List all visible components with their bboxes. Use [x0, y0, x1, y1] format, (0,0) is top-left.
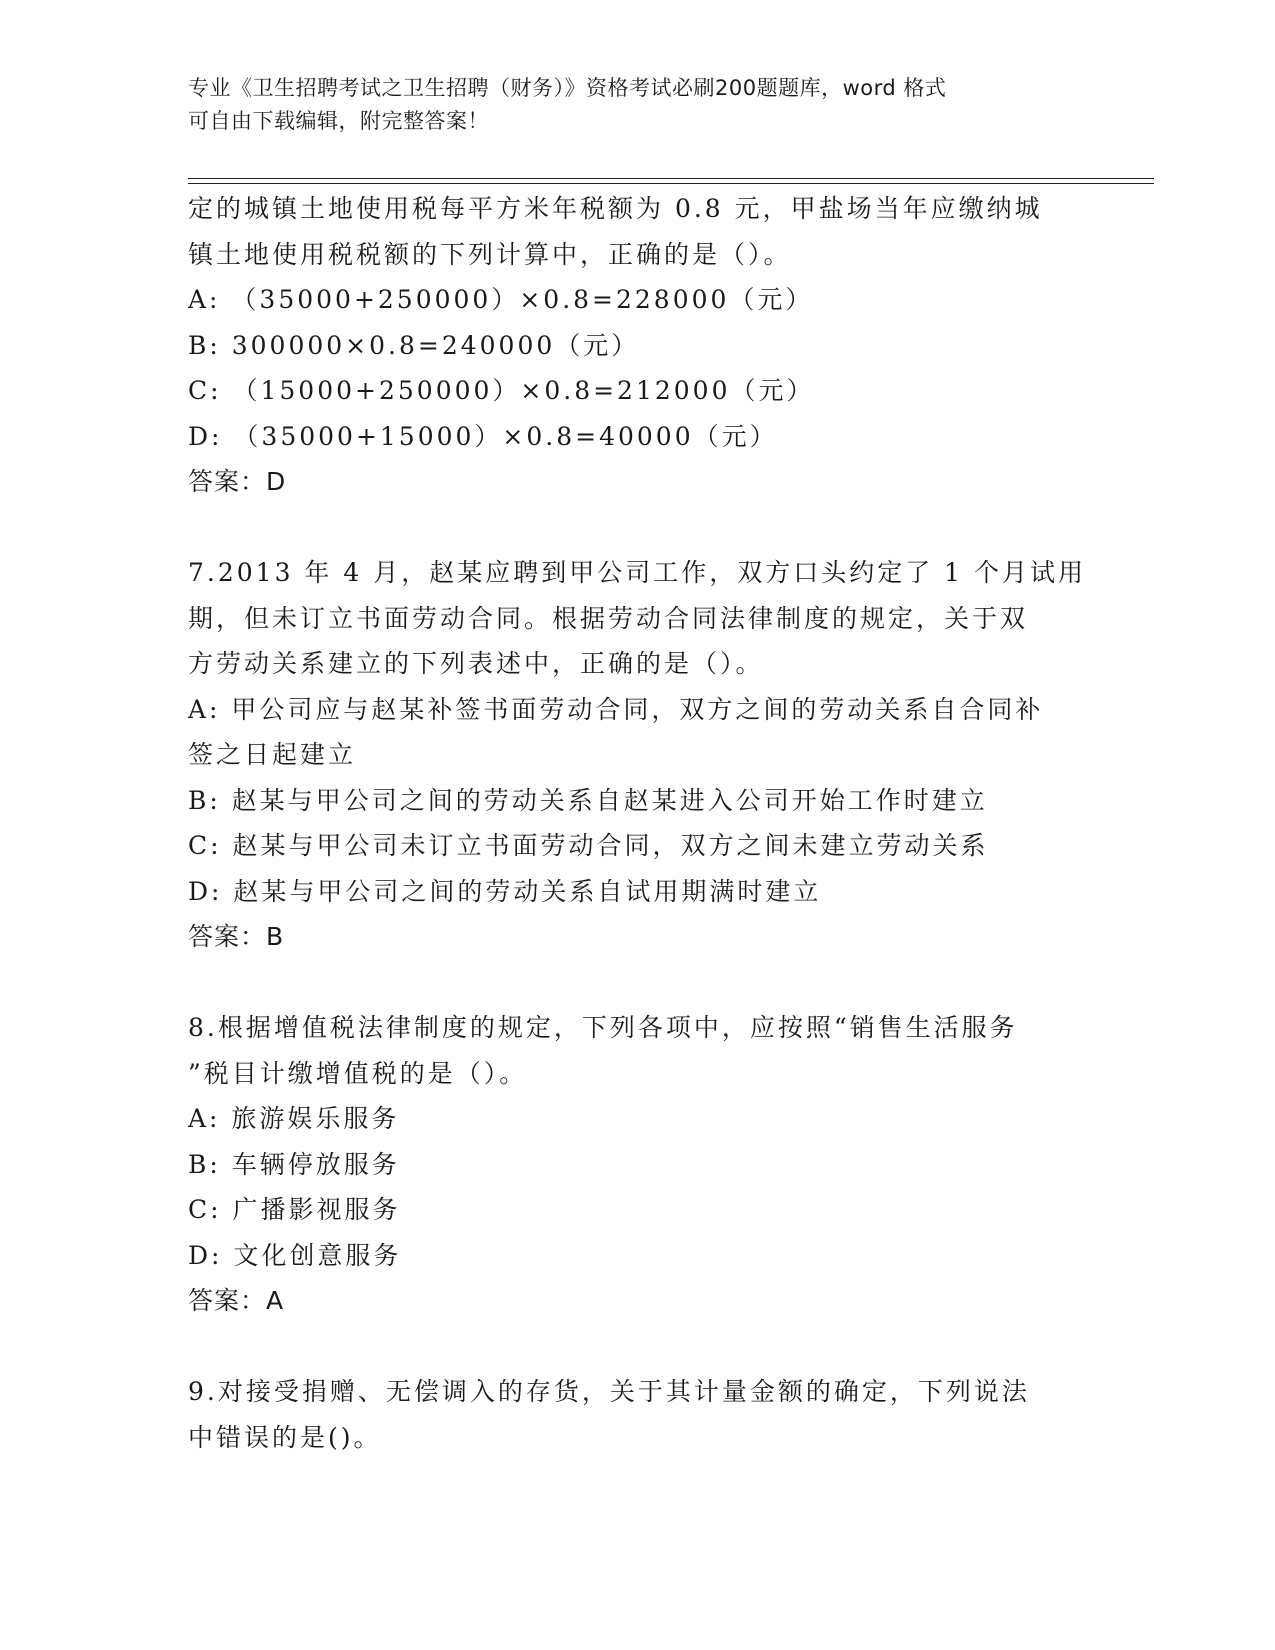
question-7-option-b: B: 赵某与甲公司之间的劳动关系自赵某进入公司开始工作时建立 — [188, 785, 988, 815]
document-header — [188, 72, 1088, 138]
question-8-answer: 答案：A — [188, 1286, 285, 1315]
header-rule-top — [188, 178, 1154, 179]
question-8-option-a: A: 旅游娱乐服务 — [188, 1104, 400, 1133]
question-6-option-d: D: （35000+15000）×0.8=40000（元） — [188, 421, 778, 451]
question-7-stem-line-1: 7.2013 年 4 月，赵某应聘到甲公司工作，双方口头约定了 1 个月试用 — [188, 558, 1087, 587]
question-6 — [188, 186, 1088, 505]
question-7-option-c: C: 赵某与甲公司未订立书面劳动合同，双方之间未建立劳动关系 — [188, 831, 989, 860]
header-rule-bottom — [188, 183, 1154, 184]
question-6-option-c: C: （15000+250000）×0.8=212000（元） — [188, 376, 815, 405]
question-7-stem-line-2: 期，但未订立书面劳动合同。根据劳动合同法律制度的规定，关于双 — [188, 603, 1029, 633]
question-8-option-d: D: 文化创意服务 — [188, 1240, 402, 1270]
question-6-option-b: B: 300000×0.8=240000（元） — [188, 330, 640, 360]
question-8-option-c: C: 广播影视服务 — [188, 1195, 401, 1224]
header-line-1: 专业《卫生招聘考试之卫生招聘（财务）》资格考试必刷200题题库，word 格式 — [188, 76, 947, 100]
question-content — [188, 186, 1088, 1460]
question-7-option-a-line-1: A: 甲公司应与赵某补签书面劳动合同，双方之间的劳动关系自合同补 — [188, 694, 1044, 724]
question-8 — [188, 1005, 1088, 1324]
question-7 — [188, 550, 1088, 960]
question-7-stem-line-3: 方劳动关系建立的下列表述中，正确的是（）。 — [188, 649, 764, 678]
question-9-stem-line-1: 9.对接受捐赠、无偿调入的存货，关于其计量金额的确定，下列说法 — [188, 1377, 1030, 1406]
question-6-stem-line-2: 镇土地使用税税额的下列计算中，正确的是（）。 — [188, 239, 792, 269]
question-9-stem-line-2: 中错误的是()。 — [188, 1422, 382, 1452]
question-6-option-a: A: （35000+250000）×0.8=228000（元） — [188, 285, 814, 314]
header-line-2: 可自由下载编辑，附完整答案！ — [188, 109, 489, 133]
question-8-option-b: B: 车辆停放服务 — [188, 1149, 400, 1179]
question-8-stem-line-2: ”税目计缴增值税的是（）。 — [188, 1058, 528, 1088]
question-6-stem-line-1: 定的城镇土地使用税每平方米年税额为 0.8 元，甲盐场当年应缴纳城 — [188, 194, 1043, 223]
question-9 — [188, 1369, 1088, 1460]
question-7-answer: 答案：B — [188, 922, 285, 951]
question-7-option-a-line-2: 签之日起建立 — [188, 740, 357, 769]
question-6-answer: 答案：D — [188, 467, 287, 496]
question-7-option-d: D: 赵某与甲公司之间的劳动关系自试用期满时建立 — [188, 876, 822, 906]
question-8-stem-line-1: 8.根据增值税法律制度的规定，下列各项中，应按照“销售生活服务 — [188, 1013, 1018, 1042]
